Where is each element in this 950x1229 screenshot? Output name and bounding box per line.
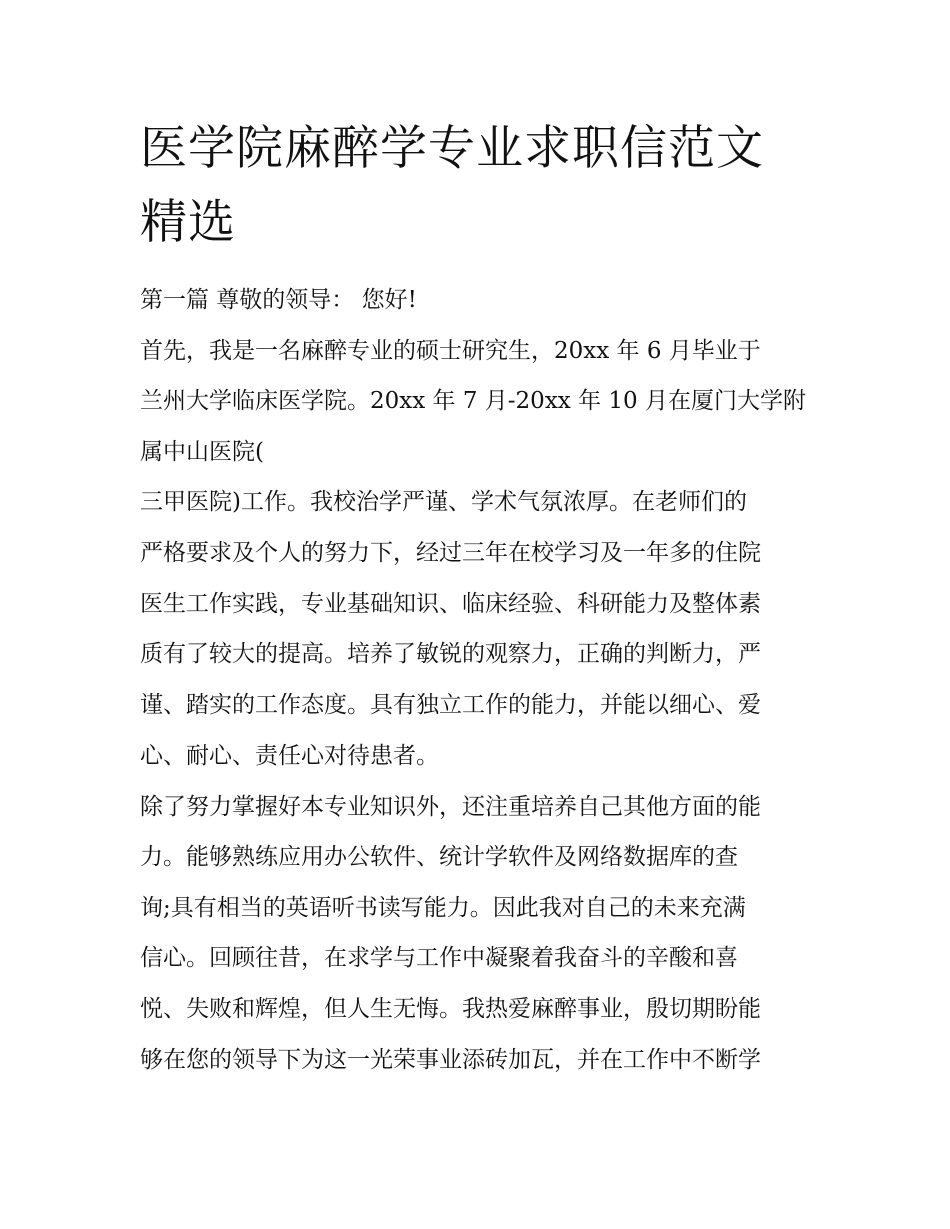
body-line: 兰州大学临床医学院。20xx 年 7 月-20xx 年 10 月在厦门大学附 bbox=[140, 388, 806, 414]
body-line: 心、耐心、责任心对待患者。 bbox=[140, 743, 439, 769]
body-line: 悦、失败和辉煌，但人生无悔。我热爱麻醉事业，殷切期盼能 bbox=[140, 996, 761, 1022]
body-line: 询;具有相当的英语听书读写能力。因此我对自己的未来充满 bbox=[140, 895, 746, 921]
body-line: 医生工作实践，专业基础知识、临床经验、科研能力及整体素 bbox=[140, 591, 761, 617]
body-line: 谨、踏实的工作态度。具有独立工作的能力，并能以细心、爱 bbox=[140, 692, 761, 718]
document-title bbox=[140, 112, 840, 260]
body-line: 够在您的领导下为这一光荣事业添砖加瓦，并在工作中不断学 bbox=[140, 1047, 761, 1073]
body-line: 属中山医院( bbox=[140, 439, 264, 465]
title-line-1: 医学院麻醉学专业求职信范文 bbox=[140, 121, 764, 176]
body-line: 质有了较大的提高。培养了敏锐的观察力，正确的判断力，严 bbox=[140, 641, 761, 667]
body-line: 除了努力掌握好本专业知识外，还注重培养自己其他方面的能 bbox=[140, 794, 761, 820]
body-line: 三甲医院)工作。我校治学严谨、学术气氛浓厚。在老师们的 bbox=[140, 489, 747, 515]
body-line: 首先，我是一名麻醉专业的硕士研究生，20xx 年 6 月毕业于 bbox=[140, 338, 761, 364]
body-line: 力。能够熟练应用办公软件、统计学软件及网络数据库的查 bbox=[140, 844, 738, 870]
body-line: 严格要求及个人的努力下，经过三年在校学习及一年多的住院 bbox=[140, 540, 761, 566]
body-line: 信心。回顾往昔，在求学与工作中凝聚着我奋斗的辛酸和喜 bbox=[140, 945, 738, 971]
salutation-line: 第一篇 尊敬的领导： 您好! bbox=[140, 287, 417, 313]
title-line-2: 精选 bbox=[140, 195, 236, 250]
